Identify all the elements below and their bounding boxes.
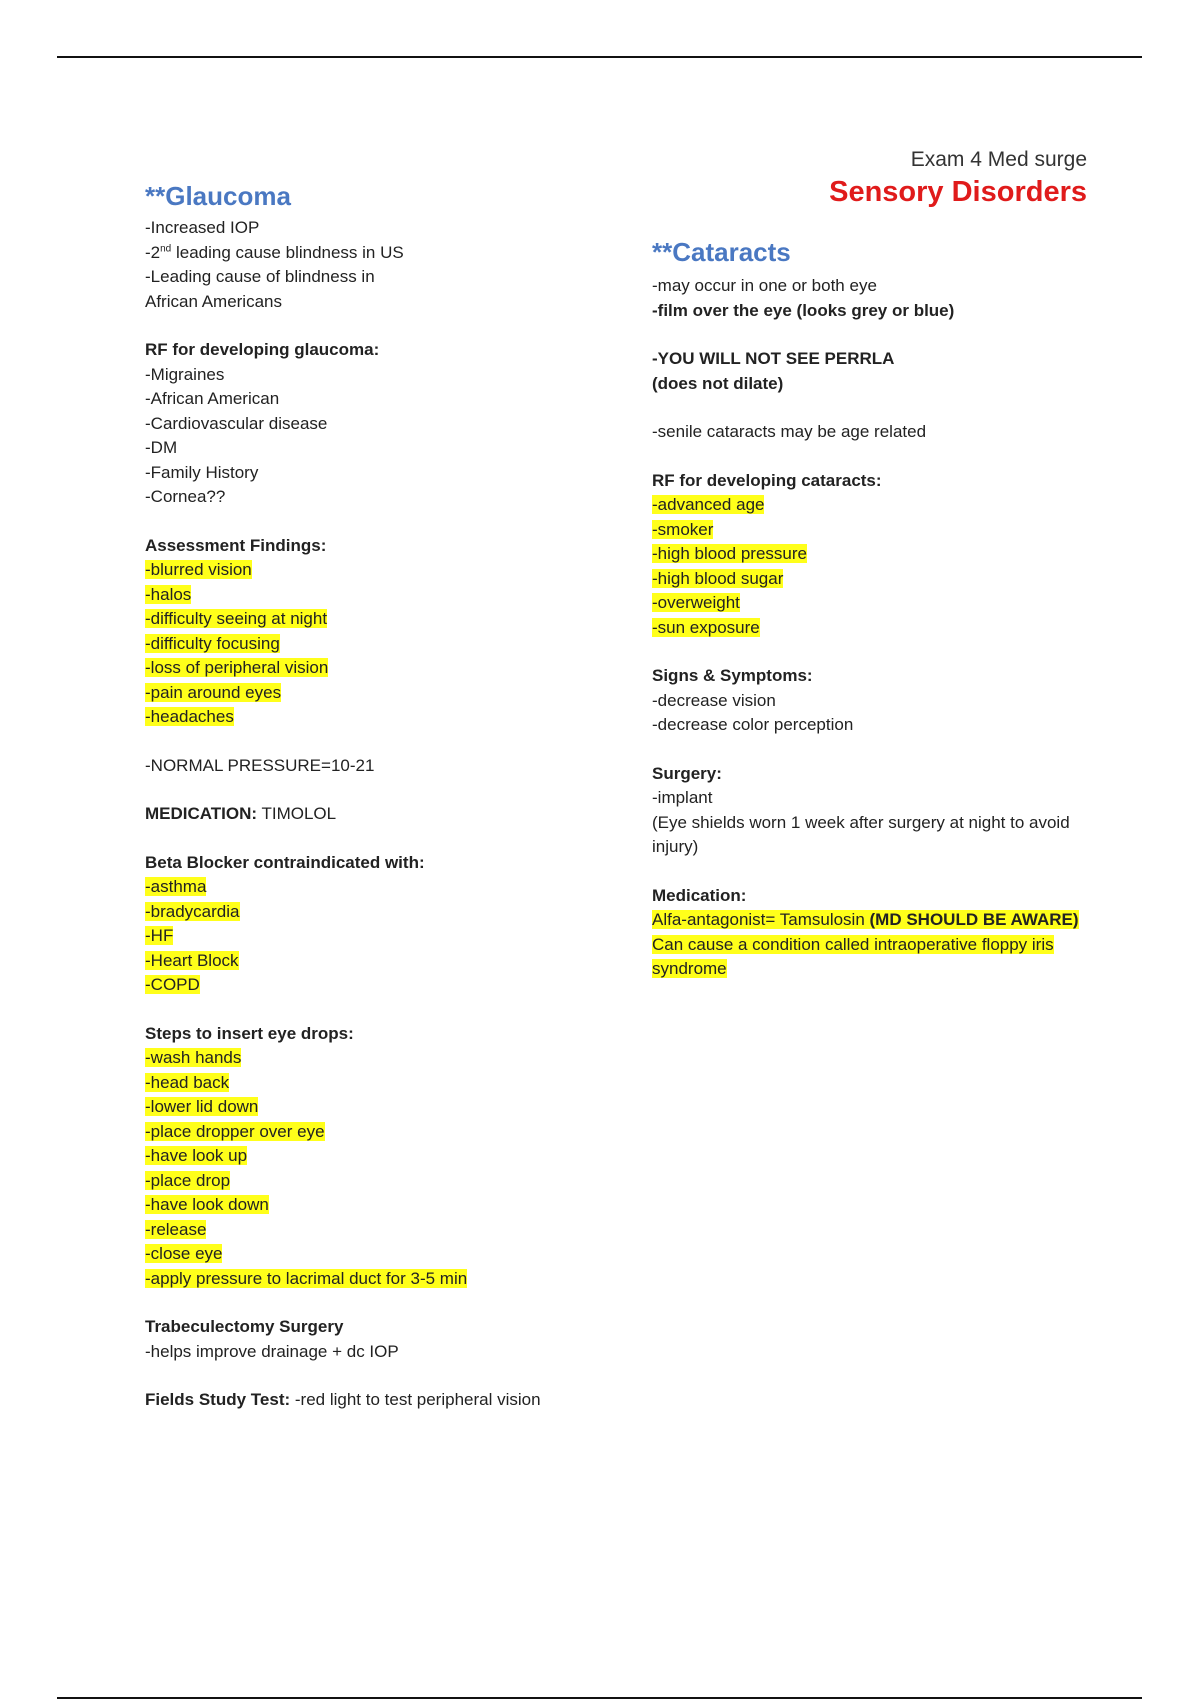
intro-line: African Americans: [145, 291, 282, 311]
perrla-note: [652, 347, 1092, 396]
glaucoma-heading: **Glaucoma: [145, 181, 291, 211]
cataracts-intro: [652, 274, 1092, 323]
fields-text: -red light to test peripheral vision: [290, 1390, 541, 1409]
intro-line: -film over the eye (looks grey or blue): [652, 300, 955, 320]
bottom-rule: [57, 1697, 1142, 1699]
eye-drop-steps: [145, 1022, 615, 1292]
list-item: -decrease color perception: [652, 715, 854, 734]
list-item: -Migraines: [145, 364, 225, 384]
section-label: Signs & Symptoms:: [652, 666, 813, 685]
list-item: -difficulty seeing at night: [145, 609, 328, 628]
fields-study-test: [145, 1388, 615, 1413]
normal-pressure-text: -NORMAL PRESSURE=10-21: [145, 755, 375, 775]
list-item: -high blood sugar: [652, 568, 784, 588]
list-item: -head back: [145, 1072, 230, 1092]
list-item: -blurred vision: [145, 560, 252, 579]
medication-warning: (MD SHOULD BE AWARE): [869, 910, 1079, 929]
list-item: -pain around eyes: [145, 682, 282, 702]
second-leading-line: -2nd leading cause blindness in US: [145, 242, 404, 262]
perrla-line: (does not dilate): [652, 373, 784, 393]
intro-line: -may occur in one or both eye: [652, 276, 877, 295]
cataracts-medication: [652, 884, 1092, 982]
list-item: -place drop: [145, 1170, 231, 1190]
beta-blocker-contraindications: [145, 851, 615, 998]
cataracts-heading: **Cataracts: [652, 237, 791, 267]
list-item: -advanced age: [652, 495, 765, 514]
glaucoma-medication: [145, 802, 615, 827]
list-item: -have look down: [145, 1195, 269, 1214]
senile-text: -senile cataracts may be age related: [652, 422, 927, 441]
signs-symptoms: [652, 664, 1092, 738]
medication-note: Can cause a condition called intraoperative floppy iris syndrome: [652, 934, 1054, 978]
exam-title: Exam 4 Med surge: [910, 148, 1087, 171]
glaucoma-assessment: [145, 534, 615, 730]
list-item: -Cornea??: [145, 487, 226, 506]
medication-value: TIMOLOL: [257, 804, 337, 823]
section-label: Trabeculectomy Surgery: [145, 1317, 344, 1336]
list-item: -Cardiovascular disease: [145, 413, 328, 433]
cataracts-risk-factors: [652, 469, 1092, 641]
list-item: -bradycardia: [145, 901, 240, 921]
section-label: RF for developing cataracts:: [652, 470, 882, 490]
cataracts-surgery: [652, 762, 1092, 860]
list-item: -close eye: [145, 1244, 223, 1263]
list-item: -release: [145, 1219, 207, 1239]
list-item: -asthma: [145, 877, 207, 896]
list-item: -implant: [652, 788, 713, 807]
intro-line: -Leading cause of blindness in: [145, 267, 375, 286]
normal-pressure: [145, 754, 615, 779]
list-item: -Heart Block: [145, 950, 239, 970]
trabeculectomy: [145, 1315, 615, 1364]
list-item: -halos: [145, 584, 192, 604]
section-label: Assessment Findings:: [145, 535, 327, 555]
section-label: Medication:: [652, 885, 747, 905]
header: [829, 146, 1087, 210]
cataracts-column: [652, 236, 1092, 1006]
glaucoma-column: [145, 180, 615, 1437]
glaucoma-intro: [145, 216, 615, 314]
list-item: -Family History: [145, 462, 259, 482]
list-item: -smoker: [652, 519, 714, 539]
glaucoma-risk-factors: [145, 338, 615, 510]
list-item: -DM: [145, 438, 178, 457]
top-rule: [57, 56, 1142, 58]
section-label: Surgery:: [652, 763, 722, 783]
surgery-note: (Eye shields worn 1 week after surgery at night to avoid injury): [652, 812, 1070, 856]
perrla-line: -YOU WILL NOT SEE PERRLA: [652, 349, 895, 368]
list-item: -loss of peripheral vision: [145, 658, 329, 677]
list-item: -HF: [145, 926, 174, 945]
list-item: -wash hands: [145, 1048, 242, 1067]
list-item: -place dropper over eye: [145, 1121, 325, 1141]
document-title: Sensory Disorders: [829, 176, 1087, 208]
list-item: -COPD: [145, 975, 200, 994]
fields-label: Fields Study Test:: [145, 1390, 291, 1409]
list-item: -have look up: [145, 1146, 248, 1165]
list-item: -difficulty focusing: [145, 633, 280, 653]
list-item: -overweight: [652, 593, 740, 612]
intro-line: -Increased IOP: [145, 218, 260, 237]
trabeculectomy-text: -helps improve drainage + dc IOP: [145, 1341, 399, 1361]
list-item: -apply pressure to lacrimal duct for 3-5 min: [145, 1268, 468, 1288]
section-label: Steps to insert eye drops:: [145, 1023, 354, 1043]
senile-note: [652, 420, 1092, 445]
list-item: -headaches: [145, 707, 234, 726]
section-label: Beta Blocker contraindicated with:: [145, 852, 425, 872]
list-item: -decrease vision: [652, 690, 776, 710]
list-item: -lower lid down: [145, 1097, 259, 1116]
list-item: -sun exposure: [652, 617, 760, 637]
medication-label: MEDICATION:: [145, 804, 258, 823]
section-label: RF for developing glaucoma:: [145, 340, 380, 359]
list-item: -African American: [145, 389, 280, 408]
medication-text: Alfa-antagonist= Tamsulosin: [652, 910, 870, 929]
list-item: -high blood pressure: [652, 544, 807, 563]
